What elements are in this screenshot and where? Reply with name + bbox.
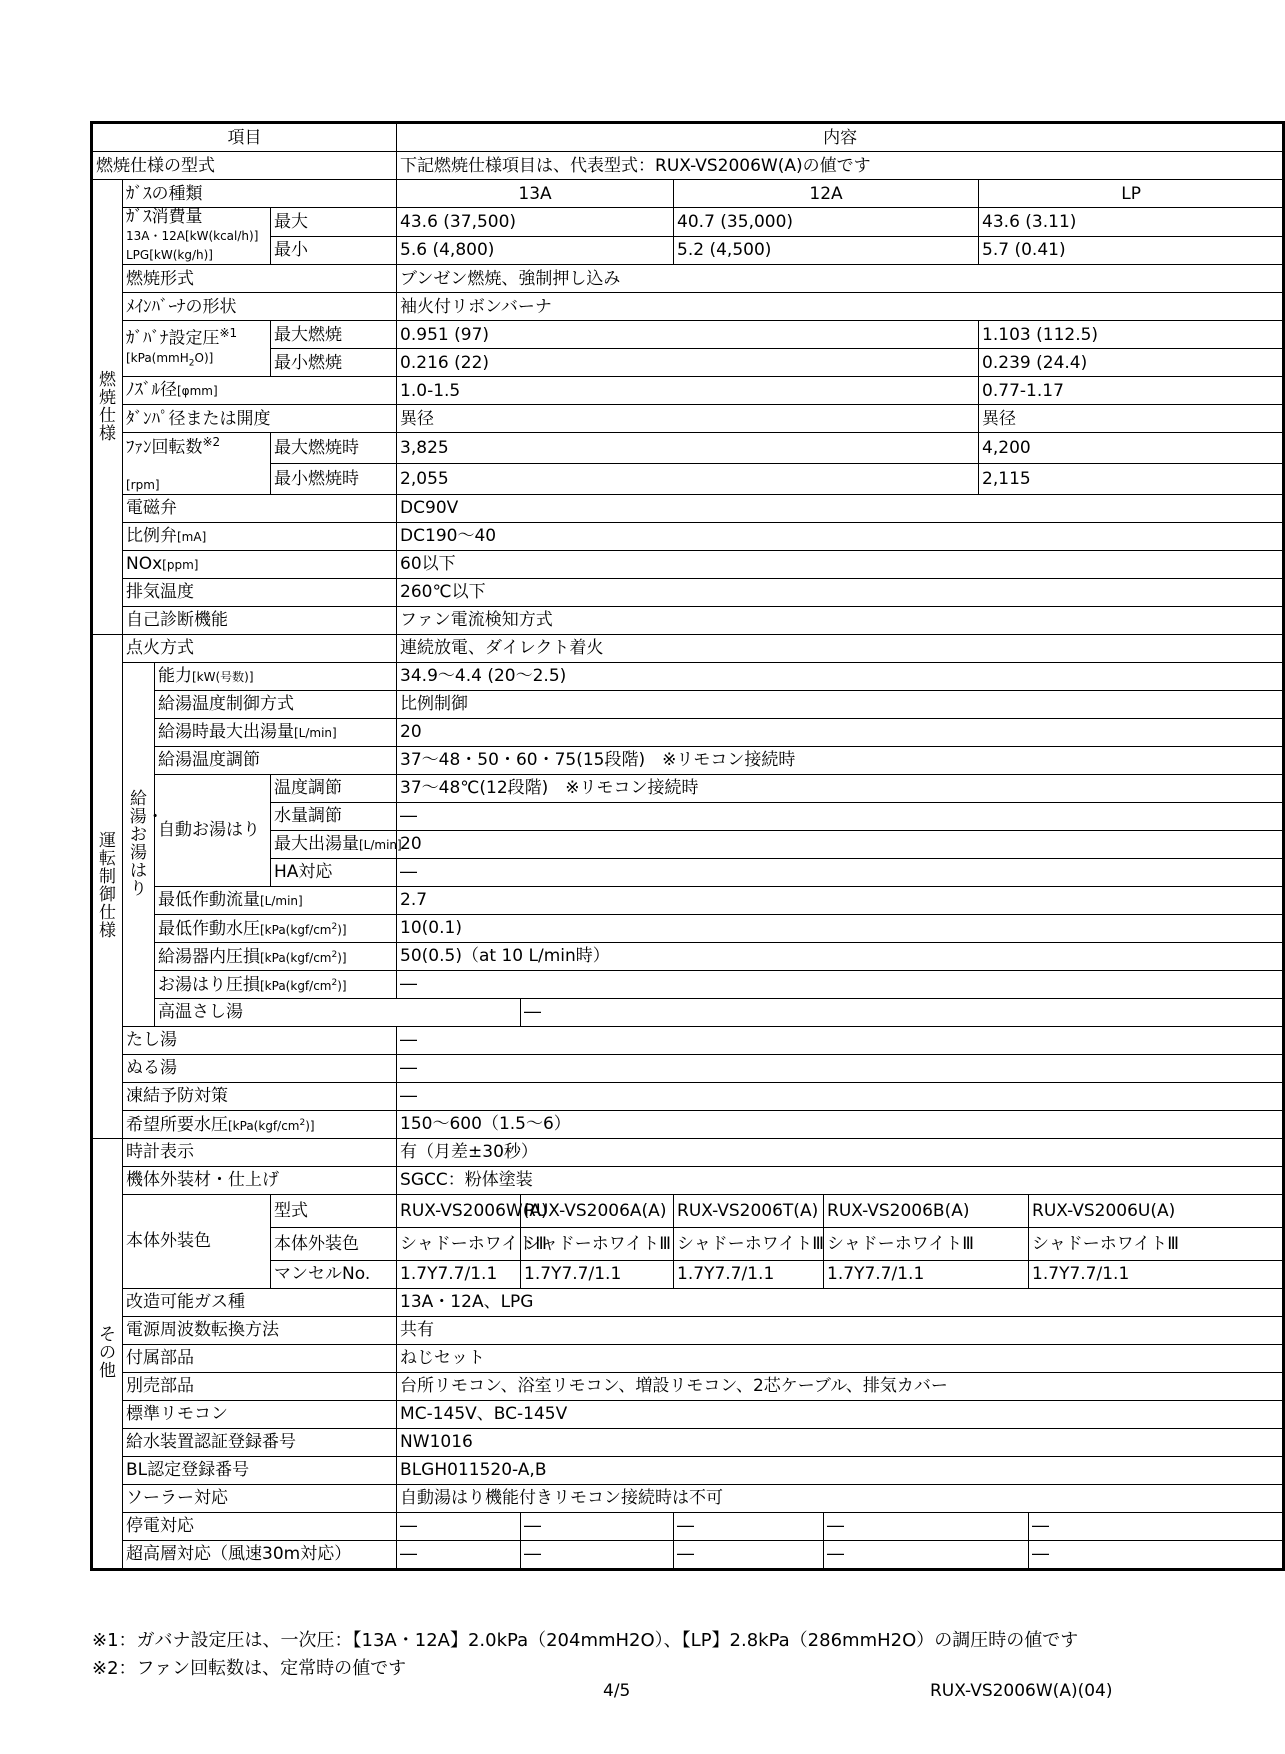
min-pressure-label: 最低作動水圧$[kPa(kgf/cm^2)]$ xyxy=(155,914,397,942)
highrise-b: ― xyxy=(824,1540,1029,1569)
solenoid-label: 電磁弁 xyxy=(123,494,397,522)
capacity-value: 34.9～4.4 (20～2.5) xyxy=(397,662,1284,690)
solar-label: ソーラー対応 xyxy=(123,1484,397,1512)
color-model-b: RUX-VS2006B(A) xyxy=(824,1194,1029,1227)
color-body-t: シャドーホワイトⅢ xyxy=(674,1227,824,1260)
max-flow-label: 給湯時最大出湯量[L/min] xyxy=(155,718,397,746)
clock-value: 有（月差±30秒） xyxy=(397,1138,1284,1166)
accessories-value: ねじセット xyxy=(397,1344,1284,1372)
temp-adjust-label: 給湯温度調節 xyxy=(155,746,397,774)
color-model-u: RUX-VS2006U(A) xyxy=(1029,1194,1284,1227)
header-item: 項目 xyxy=(92,123,397,152)
outage-t: ― xyxy=(674,1512,824,1540)
auto-fill-volume-label: 水量調節 xyxy=(271,802,397,830)
ignition-label: 点火方式 xyxy=(123,634,397,662)
auto-fill-max-value: 20 xyxy=(397,830,1284,858)
high-temp-label: 高温さし湯 xyxy=(155,998,521,1026)
burner-shape-label: ﾒｲﾝﾊﾞｰﾅの形状 xyxy=(123,293,397,321)
other-group-label: その他 xyxy=(92,1138,123,1569)
auto-fill-ha-label: HA対応 xyxy=(271,858,397,886)
freeze-label: 凍結予防対策 xyxy=(123,1082,397,1110)
fan-min-lp: 2,115 xyxy=(979,463,1284,494)
frequency-value: 共有 xyxy=(397,1316,1284,1344)
form-value: ブンゼン燃焼、強制押し込み xyxy=(397,265,1284,293)
temp-adjust-value: 37～48・50・60・75(15段階) ※リモコン接続時 xyxy=(397,746,1284,774)
water-cert-label: 給水装置認証登録番号 xyxy=(123,1428,397,1456)
outage-label: 停電対応 xyxy=(123,1512,397,1540)
convertible-value: 13A・12A、LPG xyxy=(397,1288,1284,1316)
munsell-t: 1.7Y7.7/1.1 xyxy=(674,1260,824,1288)
munsell-b: 1.7Y7.7/1.1 xyxy=(824,1260,1029,1288)
nox-value: 60以下 xyxy=(397,550,1284,578)
color-body-label: 本体外装色 xyxy=(271,1227,397,1260)
auto-fill-temp-value: 37～48℃(12段階) ※リモコン接続時 xyxy=(397,774,1284,802)
fan-min-city: 2,055 xyxy=(397,463,979,494)
exhaust-value: 260℃以下 xyxy=(397,578,1284,606)
add-water-label: たし湯 xyxy=(123,1026,397,1054)
color-body-a: シャドーホワイトⅢ xyxy=(521,1227,674,1260)
optional-value: 台所リモコン、浴室リモコン、増設リモコン、2芯ケーブル、排気カバー xyxy=(397,1372,1284,1400)
governor-min-city: 0.216 (22) xyxy=(397,349,979,377)
color-model-w: RUX-VS2006W(A) xyxy=(397,1194,521,1227)
color-body-u: シャドーホワイトⅢ xyxy=(1029,1227,1284,1260)
gas-type-lp: LP xyxy=(979,180,1284,208)
color-model-label: 型式 xyxy=(271,1194,397,1227)
lukewarm-value: ― xyxy=(397,1054,1284,1082)
fill-loss-label: お湯はり圧損$[kPa(kgf/cm^2)]$ xyxy=(155,970,397,998)
color-model-a: RUX-VS2006A(A) xyxy=(521,1194,674,1227)
freeze-value: ― xyxy=(397,1082,1284,1110)
highrise-u: ― xyxy=(1029,1540,1284,1569)
solar-value: 自動湯はり機能付きリモコン接続時は不可 xyxy=(397,1484,1284,1512)
min-pressure-value: 10(0.1) xyxy=(397,914,1284,942)
remote-label: 標準リモコン xyxy=(123,1400,397,1428)
nozzle-city: 1.0-1.5 xyxy=(397,377,979,405)
form-label: 燃焼形式 xyxy=(123,265,397,293)
consumption-max-lp: 43.6 (3.11) xyxy=(979,208,1284,237)
munsell-w: 1.7Y7.7/1.1 xyxy=(397,1260,521,1288)
proportional-label: 比例弁[mA] xyxy=(123,522,397,550)
exhaust-label: 排気温度 xyxy=(123,578,397,606)
clock-label: 時計表示 xyxy=(123,1138,397,1166)
ignition-value: 連続放電、ダイレクト着火 xyxy=(397,634,1284,662)
combustion-group-label: 燃焼仕様 xyxy=(92,180,123,635)
lukewarm-label: ぬる湯 xyxy=(123,1054,397,1082)
outage-b: ― xyxy=(824,1512,1029,1540)
burner-type-label: 燃焼仕様の型式 xyxy=(92,152,397,180)
outage-a: ― xyxy=(521,1512,674,1540)
fan-max-label: 最大燃焼時 xyxy=(271,433,397,464)
pressure-loss-value: 50(0.5)（at 10 L/min時） xyxy=(397,942,1284,970)
accessories-label: 付属部品 xyxy=(123,1344,397,1372)
highrise-label: 超高層対応（風速30m対応） xyxy=(123,1540,397,1569)
consumption-min-lp: 5.7 (0.41) xyxy=(979,236,1284,265)
min-flow-label: 最低作動流量[L/min] xyxy=(155,886,397,914)
burner-type-value: 下記燃焼仕様項目は、代表型式：RUX-VS2006W(A)の値です xyxy=(397,152,1284,180)
consumption-min-12a: 5.2 (4,500) xyxy=(674,236,979,265)
fill-loss-value: ― xyxy=(397,970,1284,998)
governor-max-lp: 1.103 (112.5) xyxy=(979,321,1284,349)
burner-shape-value: 袖火付リボンバーナ xyxy=(397,293,1284,321)
munsell-u: 1.7Y7.7/1.1 xyxy=(1029,1260,1284,1288)
frequency-label: 電源周波数転換方法 xyxy=(123,1316,397,1344)
fan-min-label: 最小燃焼時 xyxy=(271,463,397,494)
optional-label: 別売部品 xyxy=(123,1372,397,1400)
auto-fill-ha-value: ― xyxy=(397,858,1284,886)
highrise-a: ― xyxy=(521,1540,674,1569)
operation-group-label: 運転制御仕様 xyxy=(92,634,123,1138)
governor-min-label: 最小燃焼 xyxy=(271,349,397,377)
header-content: 内容 xyxy=(397,123,1284,152)
proportional-value: DC190～40 xyxy=(397,522,1284,550)
governor-min-lp: 0.239 (24.4) xyxy=(979,349,1284,377)
governor-max-label: 最大燃焼 xyxy=(271,321,397,349)
consumption-max-13a: 43.6 (37,500) xyxy=(397,208,674,237)
highrise-w: ― xyxy=(397,1540,521,1569)
damper-city: 異径 xyxy=(397,405,979,433)
max-flow-value: 20 xyxy=(397,718,1284,746)
damper-label: ﾀﾞﾝﾊﾟ径または開度 xyxy=(123,405,397,433)
gas-type-12a: 12A xyxy=(674,180,979,208)
min-flow-value: 2.7 xyxy=(397,886,1284,914)
nozzle-lp: 0.77-1.17 xyxy=(979,377,1284,405)
governor-label: ｶﾞﾊﾞﾅ設定圧$^{※1}$ [kPa(mmH$_2$O)] xyxy=(123,321,271,377)
auto-fill-max-label: 最大出湯量[L/min] xyxy=(271,830,397,858)
munsell-a: 1.7Y7.7/1.1 xyxy=(521,1260,674,1288)
damper-lp: 異径 xyxy=(979,405,1284,433)
temp-control-value: 比例制御 xyxy=(397,690,1284,718)
page-number: 4/5 xyxy=(603,1681,631,1701)
auto-fill-temp-label: 温度調節 xyxy=(271,774,397,802)
outage-u: ― xyxy=(1029,1512,1284,1540)
req-pressure-label: 希望所要水圧$[kPa(kgf/cm^2)]$ xyxy=(123,1110,397,1138)
remote-value: MC-145V、BC-145V xyxy=(397,1400,1284,1428)
gas-type-13a: 13A xyxy=(397,180,674,208)
bl-cert-value: BLGH011520-A,B xyxy=(397,1456,1284,1484)
fan-max-lp: 4,200 xyxy=(979,433,1284,464)
highrise-t: ― xyxy=(674,1540,824,1569)
color-body-b: シャドーホワイトⅢ xyxy=(824,1227,1029,1260)
bl-cert-label: BL認定登録番号 xyxy=(123,1456,397,1484)
consumption-max-label: 最大 xyxy=(271,208,397,237)
diagnosis-label: 自己診断機能 xyxy=(123,606,397,634)
diagnosis-value: ファン電流検知方式 xyxy=(397,606,1284,634)
convertible-label: 改造可能ガス種 xyxy=(123,1288,397,1316)
governor-max-city: 0.951 (97) xyxy=(397,321,979,349)
consumption-min-label: 最小 xyxy=(271,236,397,265)
nozzle-label: ﾉｽﾞﾙ径[φmm] xyxy=(123,377,397,405)
pressure-loss-label: 給湯器内圧損$[kPa(kgf/cm^2)]$ xyxy=(155,942,397,970)
document-model-code: RUX-VS2006W(A)(04) xyxy=(930,1681,1113,1701)
munsell-label: マンセルNo. xyxy=(271,1260,397,1288)
material-value: SGCC：粉体塗装 xyxy=(397,1166,1284,1194)
nox-label: NOx[ppm] xyxy=(123,550,397,578)
fan-label: ﾌｧﾝ回転数$^{※2}$ [rpm] xyxy=(123,433,271,495)
footnotes xyxy=(92,1627,1078,1683)
add-water-value: ― xyxy=(397,1026,1284,1054)
consumption-label: ｶﾞｽ消費量 13A・12A[kW(kcal/h)] LPG[kW(kg/h)] xyxy=(123,208,271,265)
temp-control-label: 給湯温度制御方式 xyxy=(155,690,397,718)
footnote-1: ※1：ガバナ設定圧は、一次圧：【13A・12A】2.0kPa（204mmH2O）、【LP】2.8kPa（286mmH2O）の調圧時の値です xyxy=(92,1630,1079,1651)
fan-max-city: 3,825 xyxy=(397,433,979,464)
consumption-max-12a: 40.7 (35,000) xyxy=(674,208,979,237)
solenoid-value: DC90V xyxy=(397,494,1284,522)
high-temp-value: ― xyxy=(521,998,1284,1026)
color-model-t: RUX-VS2006T(A) xyxy=(674,1194,824,1227)
auto-fill-label: 自動お湯はり xyxy=(155,774,271,886)
gas-type-label: ｶﾞｽの種類 xyxy=(123,180,397,208)
color-body-w: シャドーホワイトⅢ xyxy=(397,1227,521,1260)
color-label: 本体外装色 xyxy=(123,1194,271,1288)
auto-fill-volume-value: ― xyxy=(397,802,1284,830)
req-pressure-value: 150～600（1.5～6） xyxy=(397,1110,1284,1138)
spec-table xyxy=(90,121,1285,1571)
footnote-2: ※2：ファン回転数は、定常時の値です xyxy=(92,1658,407,1679)
consumption-min-13a: 5.6 (4,800) xyxy=(397,236,674,265)
material-label: 機体外装材・仕上げ xyxy=(123,1166,397,1194)
outage-w: ― xyxy=(397,1512,521,1540)
hot-water-label: 給湯・お湯はり xyxy=(123,662,155,1026)
capacity-label: 能力[kW(号数)] xyxy=(155,662,397,690)
water-cert-value: NW1016 xyxy=(397,1428,1284,1456)
